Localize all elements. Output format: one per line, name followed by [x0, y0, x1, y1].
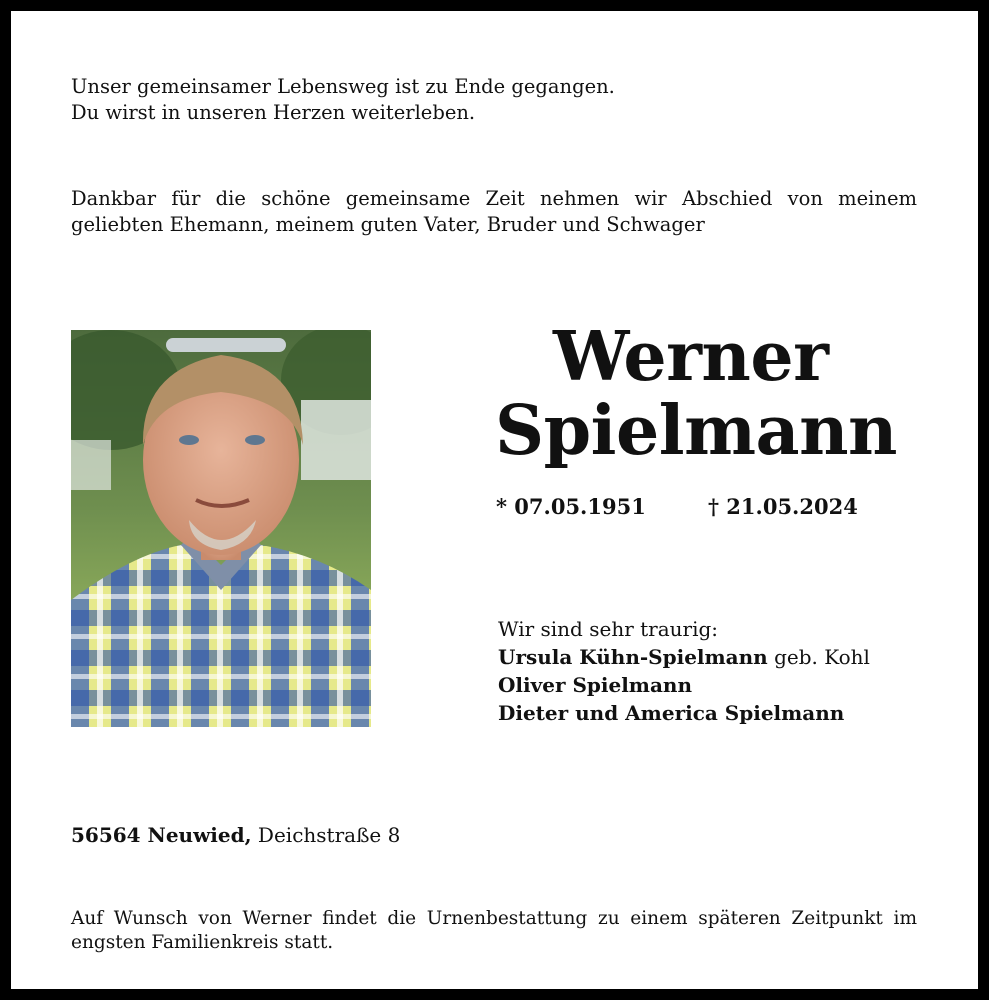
mourner-2-name: Oliver Spielmann [498, 673, 693, 697]
last-name: Spielmann [495, 391, 897, 471]
mourner-1 [498, 643, 938, 671]
burial-note [71, 907, 917, 955]
mourner-3 [498, 699, 938, 727]
thanks-line-1: Dankbar für die schöne gemeinsame Zeit nehmen wir Abschied von meinem [71, 187, 917, 210]
birth-date: * 07.05.1951 [496, 494, 646, 519]
mourners-heading: Wir sind sehr traurig: [498, 617, 719, 641]
mourner-1-suffix: geb. Kohl [767, 645, 870, 669]
note-line-2: engsten Familienkreis statt. [71, 932, 334, 953]
note-line-1: Auf Wunsch von Werner findet die Urnenbestattung zu einem späteren Zeitpunkt im [71, 908, 917, 929]
thanks-text [71, 186, 917, 238]
portrait-photo [71, 330, 371, 727]
mourner-1-name: Ursula Kühn-Spielmann [498, 645, 768, 669]
first-name: Werner [553, 317, 829, 397]
intro-line-2: Du wirst in unseren Herzen weiterleben. [71, 101, 476, 124]
intro-line-1: Unser gemeinsamer Lebensweg ist zu Ende gegangen. [71, 75, 615, 98]
address [71, 822, 400, 848]
thanks-line-2: geliebten Ehemann, meinem guten Vater, Bruder und Schwager [71, 213, 705, 236]
intro-text [71, 74, 931, 126]
obituary-card [11, 11, 978, 989]
mourner-3-name: Dieter und America Spielmann [498, 701, 845, 725]
mourner-2 [498, 671, 938, 699]
death-date: † 21.05.2024 [708, 494, 858, 519]
address-city: 56564 Neuwied, [71, 823, 252, 847]
deceased-name [495, 317, 915, 471]
mourners-list [498, 615, 938, 727]
address-street: Deichstraße 8 [251, 823, 401, 847]
